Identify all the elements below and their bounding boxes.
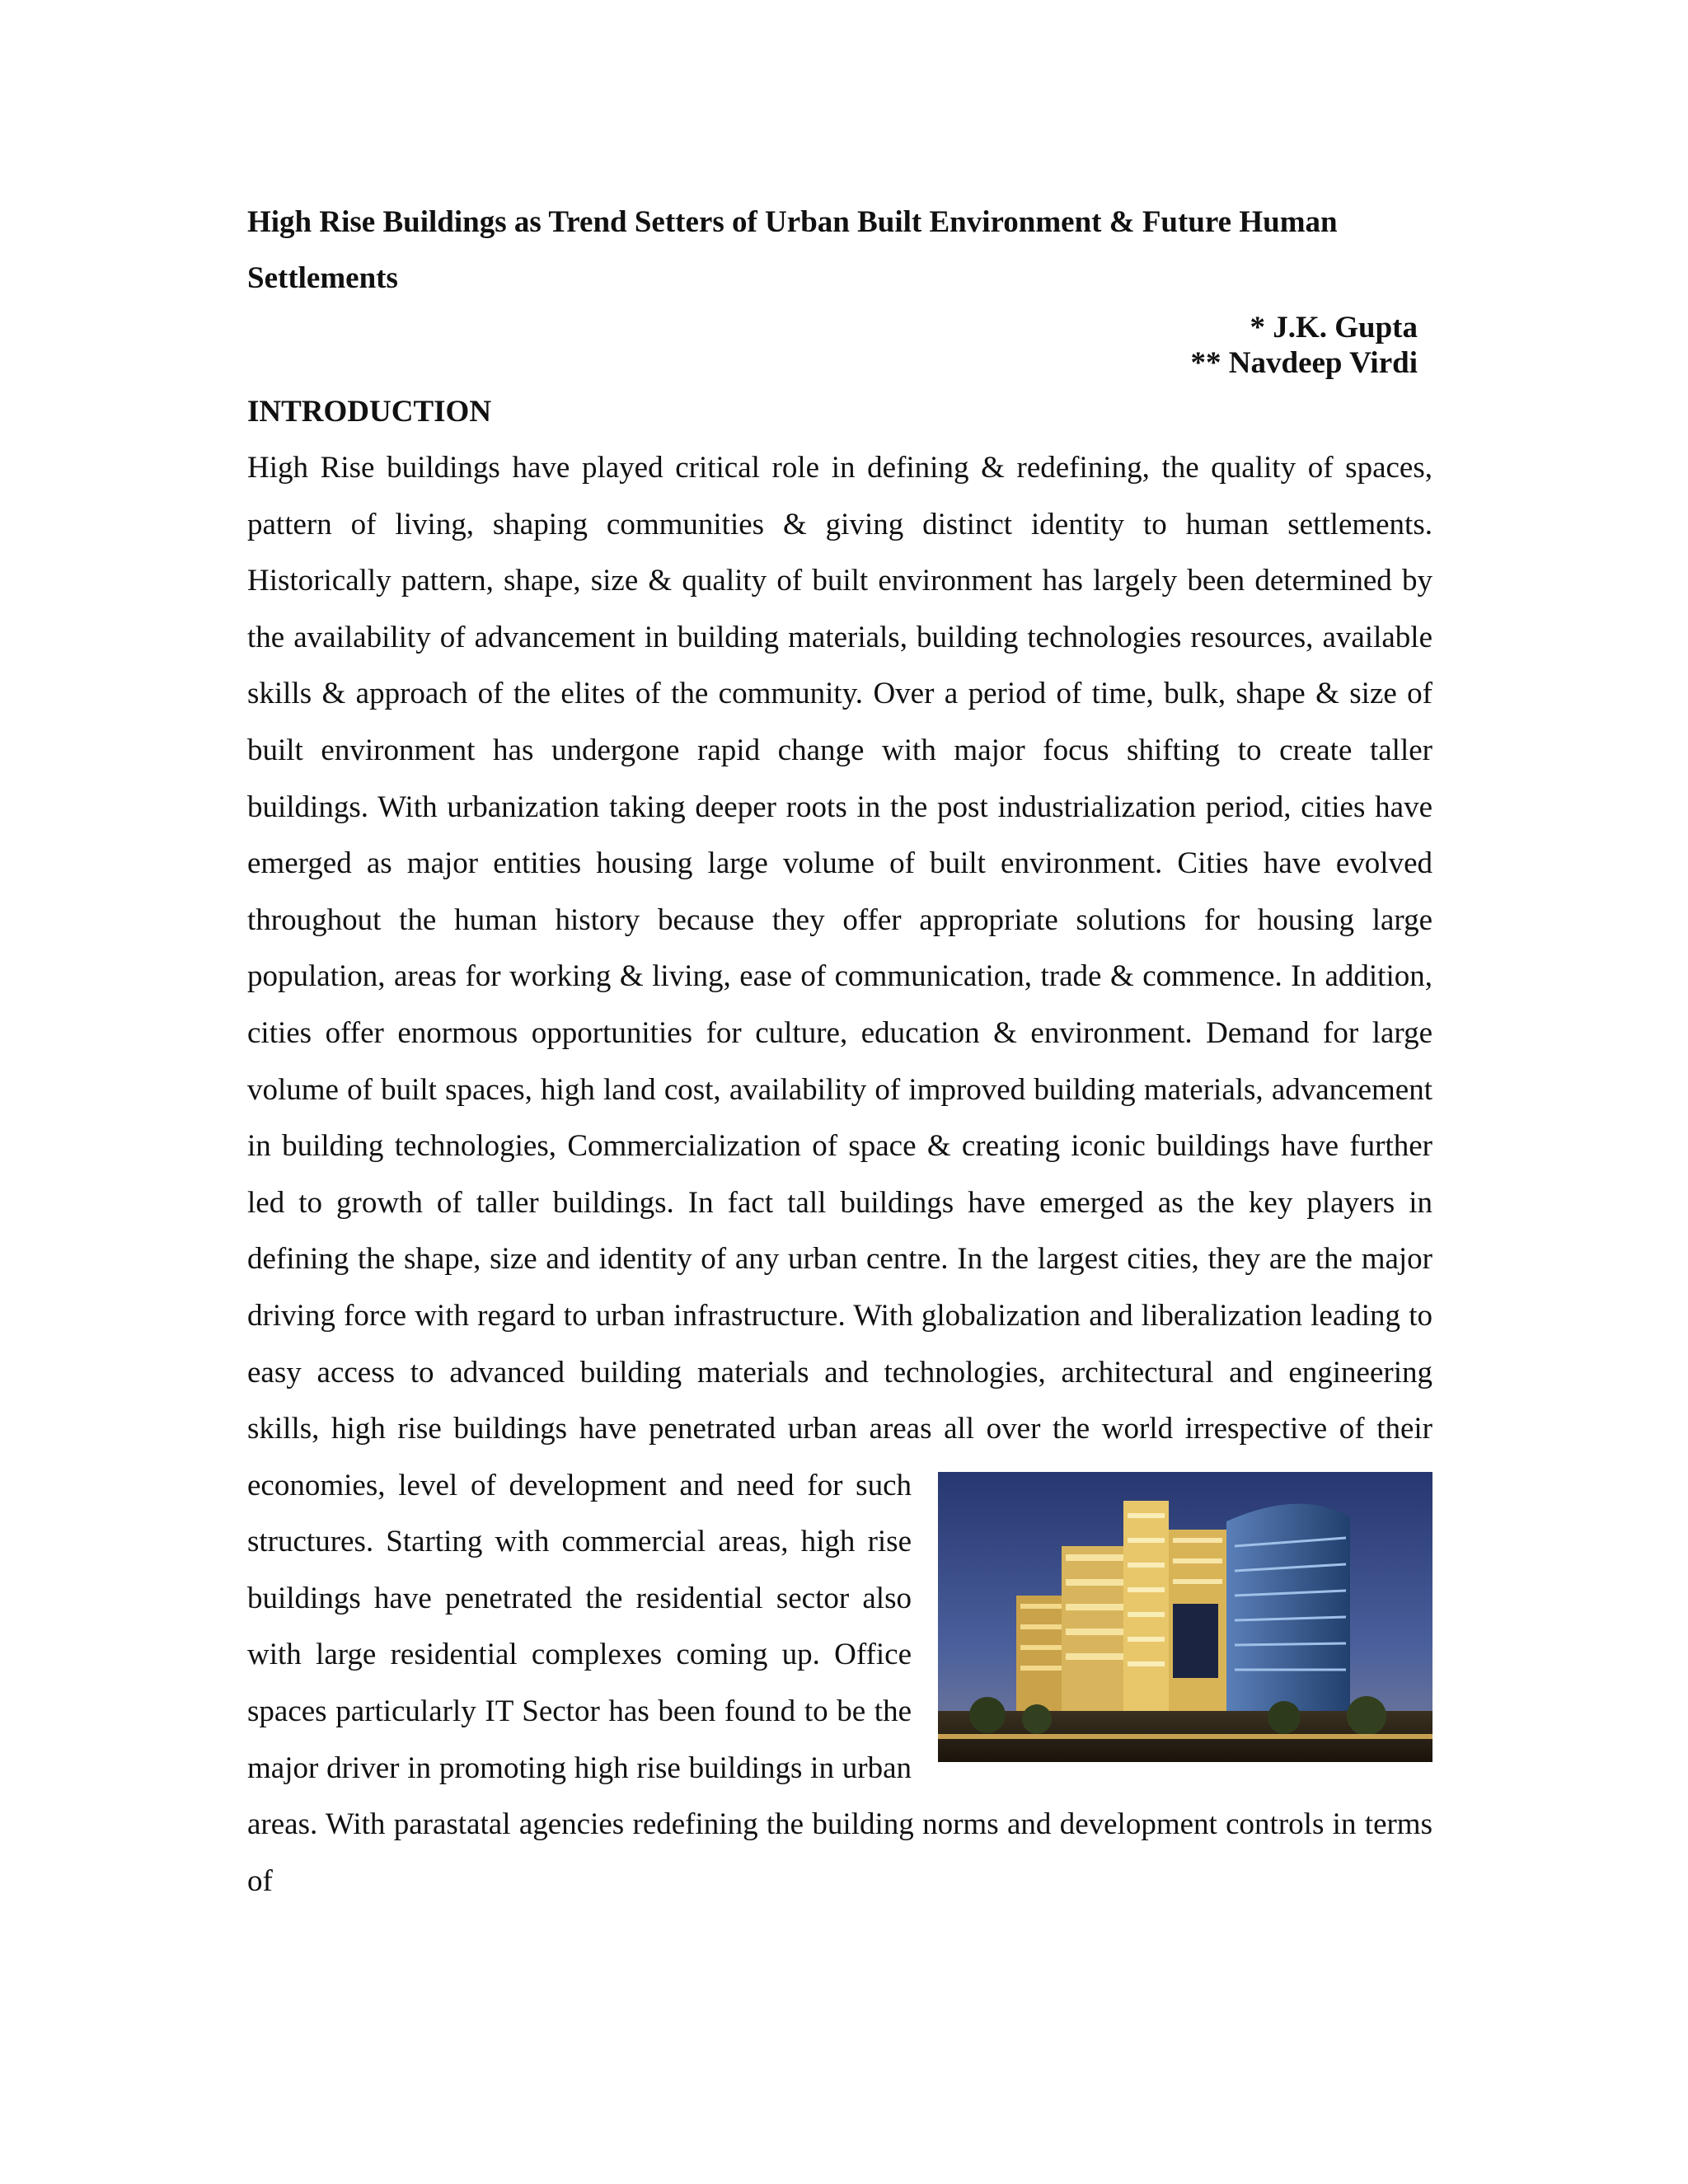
paragraph-continued: over the world irrespective of their economies, level of development and need for such structures. Starting with commercial areas, high rise buildings have penetrated the residential sector also with large residential complexes coming up. Office spaces particularly IT Sector has been found to be the major driver in promoting high rise buildings in urban areas. With parastatal agencies redefining the building norms and development controls in terms of: [247, 1412, 1432, 1898]
author-block: [1191, 310, 1418, 381]
body-text: [247, 440, 1432, 1910]
section-heading: INTRODUCTION: [247, 395, 492, 429]
document-page: [247, 194, 1432, 1898]
author-1: * J.K. Gupta: [1250, 311, 1418, 344]
document-title: High Rise Buildings as Trend Setters of Urban Built Environment & Future Human Settlements: [247, 205, 1338, 295]
author-2: ** Navdeep Virdi: [1190, 346, 1418, 380]
building-photo: [938, 1472, 1432, 1762]
paragraph-intro: High Rise buildings have played critical role in defining & redefining, the quality of spaces, pattern of living, shaping communities & giving distinct identity to human settlements. Historically pattern, shape, size & quality of built environment has largely been determined by the availability of advancement in building materials, building technologies resources, available skills & approach of the elites of the community. Over a period of time, bulk, shape & size of built environment has undergone rapid change with major focus shifting to create taller buildings. With urbanization taking deeper roots in the post industrialization period, cities have emerged as major entities housing large volume of built environment. Cities have evolved throughout the human history because they offer appropriate solutions for housing large population, areas for working & living, ease of communication, trade & commence. In addition, cities offer enormous opportunities for culture, education & environment. Demand for large volume of built spaces, high land cost, availability of improved building materials, advancement in building technologies, Commercialization of space & creating iconic buildings have further led to growth of taller buildings. In fact tall buildings have emerged as the key players in defining the shape, size and identity of any urban centre. In the largest cities, they are the major driving force with regard to urban infrastructure. With globalization and liberalization leading to easy access to advanced building materials and technologies, architectural and engineering skills, high rise buildings have penetrated urban areas all: [247, 451, 1432, 1446]
building-photo-icon: [938, 1472, 1432, 1762]
